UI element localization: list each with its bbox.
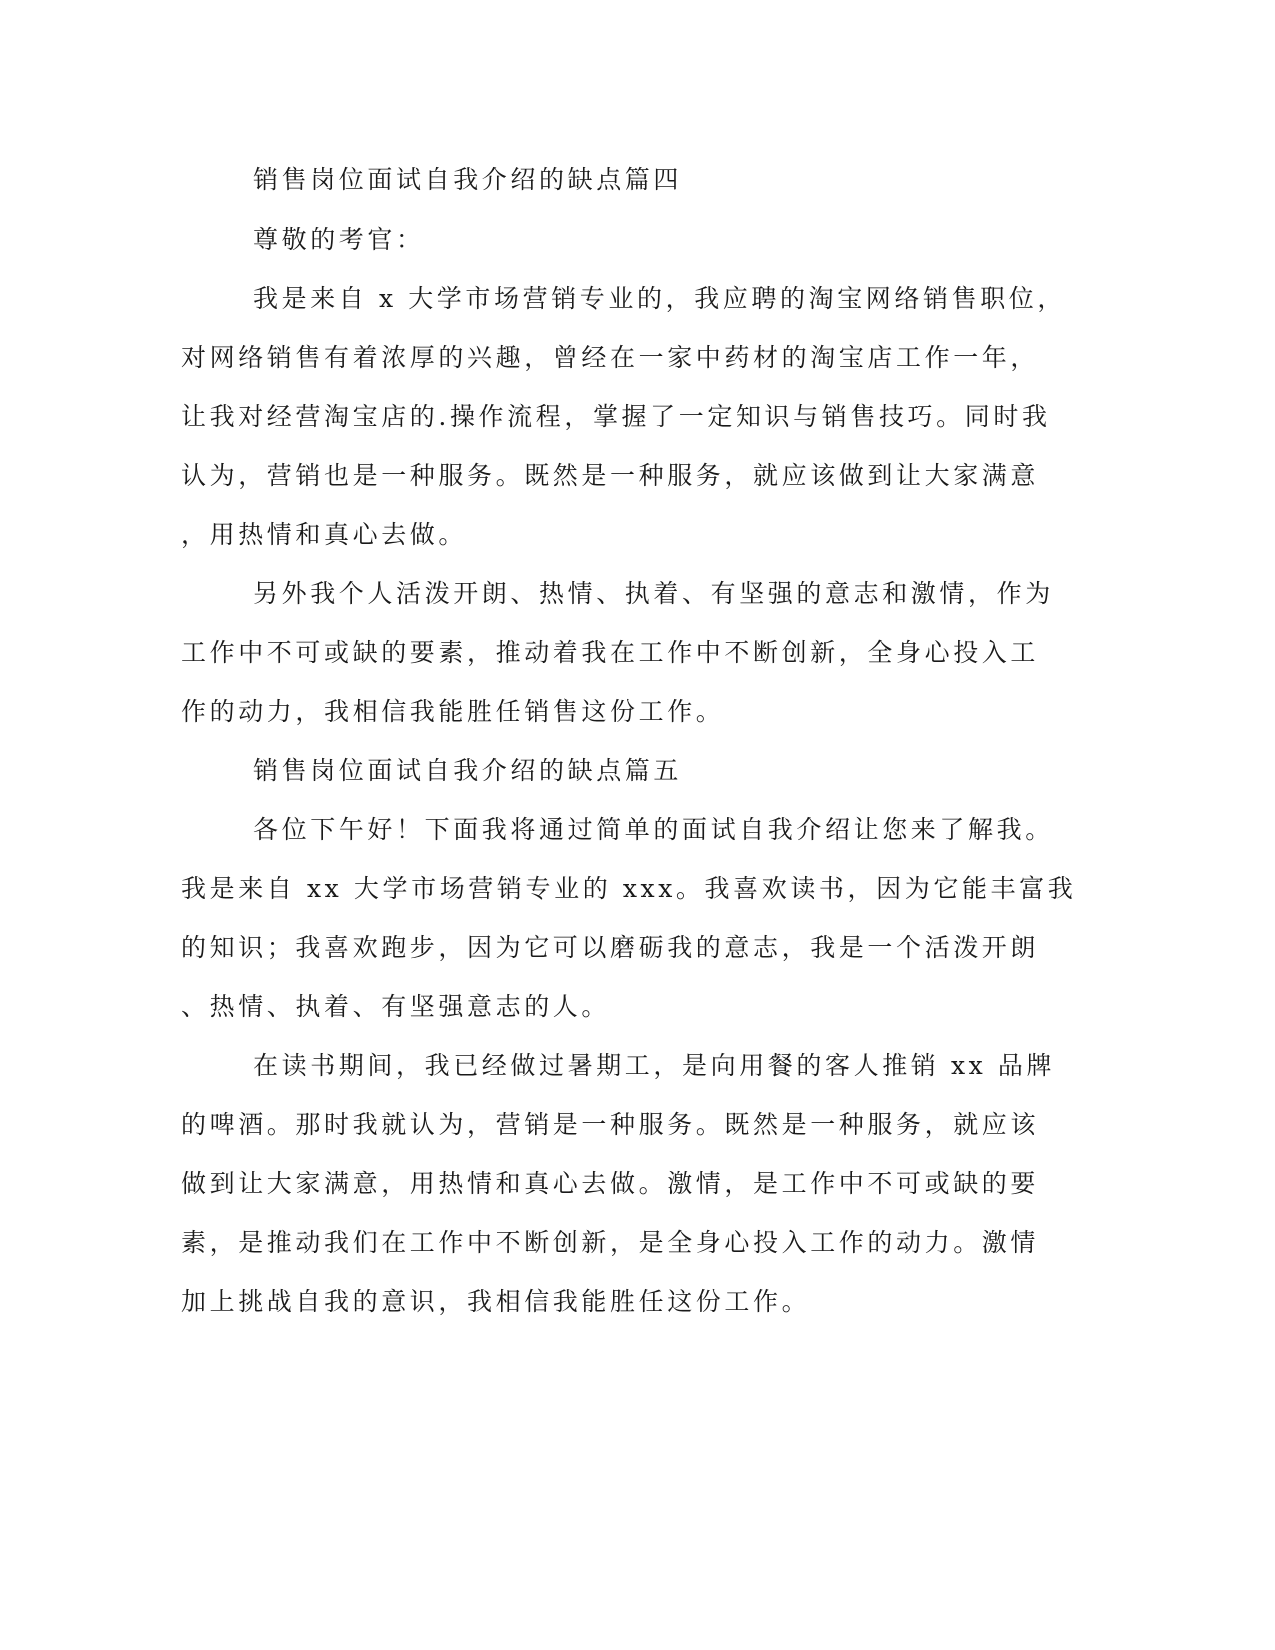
- text-line: 各位下午好！下面我将通过简单的面试自我介绍让您来了解我。: [253, 815, 1054, 844]
- text-line: 另外我个人活泼开朗、热情、执着、有坚强的意志和激情，作为: [253, 579, 1054, 608]
- text-line: 的啤酒。那时我就认为，营销是一种服务。既然是一种服务，就应该: [181, 1110, 1040, 1139]
- text-line: 在读书期间，我已经做过暑期工，是向用餐的客人推销 xx 品牌: [253, 1051, 1056, 1080]
- text-line: 认为，营销也是一种服务。既然是一种服务，就应该做到让大家满意: [181, 461, 1040, 490]
- section-heading-5: 销售岗位面试自我介绍的缺点篇五: [253, 756, 683, 785]
- text-line: 加上挑战自我的意识，我相信我能胜任这份工作。: [181, 1287, 811, 1316]
- text-line: ，用热情和真心去做。: [181, 520, 468, 549]
- text-line: 让我对经营淘宝店的.操作流程，掌握了一定知识与销售技巧。同时我: [181, 402, 1051, 431]
- text-line: 做到让大家满意，用热情和真心去做。激情，是工作中不可或缺的要: [181, 1169, 1040, 1198]
- text-line: 的知识；我喜欢跑步，因为它可以磨砺我的意志，我是一个活泼开朗: [181, 933, 1040, 962]
- text-line: 工作中不可或缺的要素，推动着我在工作中不断创新，全身心投入工: [181, 638, 1040, 667]
- text-line: 素，是推动我们在工作中不断创新，是全身心投入工作的动力。激情: [181, 1228, 1040, 1257]
- text-line: 对网络销售有着浓厚的兴趣，曾经在一家中药材的淘宝店工作一年，: [181, 343, 1040, 372]
- section-heading-4: 销售岗位面试自我介绍的缺点篇四: [253, 165, 683, 194]
- text-line: 我是来自 xx 大学市场营销专业的 xxx。我喜欢读书，因为它能丰富我: [181, 874, 1077, 903]
- text-line: 、热情、执着、有坚强意志的人。: [181, 992, 611, 1021]
- text-line: 作的动力，我相信我能胜任销售这份工作。: [181, 697, 725, 726]
- salutation: 尊敬的考官：: [253, 225, 425, 254]
- text-line: 我是来自 x 大学市场营销专业的，我应聘的淘宝网络销售职位，: [253, 284, 1066, 313]
